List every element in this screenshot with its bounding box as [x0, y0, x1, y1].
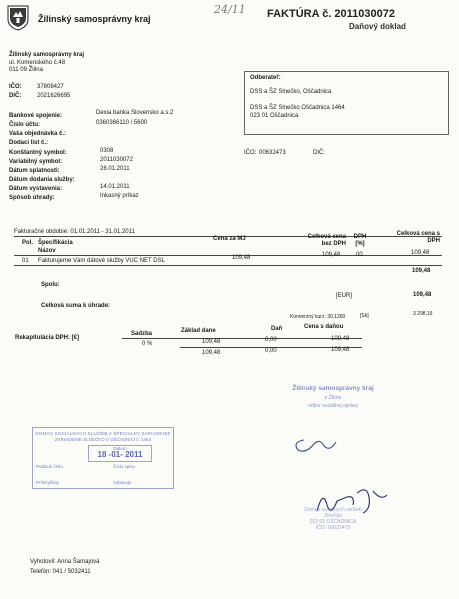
- issued-by: Vyhotovil: Anna Šamajová: [30, 559, 100, 565]
- signature-mark: [290, 430, 340, 461]
- supplier-ico-label: IČO:: [9, 84, 22, 90]
- vat-sum-base: 109,48: [202, 350, 221, 356]
- org-name-header: Žilinský samosprávny kraj: [38, 14, 151, 24]
- supplier-city: 011 09 Žilina: [9, 67, 43, 73]
- issue-label: Dátum vystavenia:: [9, 186, 63, 192]
- var-sym-label: Variabilný symbol:: [9, 159, 63, 165]
- payment-value: Inkasný príkaz: [100, 193, 139, 199]
- coat-of-arms-icon: [7, 5, 29, 31]
- vat-sum-with-tax: 109,48: [331, 347, 350, 353]
- supplier-dic: 2021626695: [37, 93, 71, 99]
- handwritten-number: 24/11: [214, 3, 246, 16]
- due-value: 28.01.2011: [100, 166, 130, 172]
- receipt-stamp: [32, 427, 174, 489]
- row-price: 109,48: [232, 255, 251, 261]
- supply-date-label: Dátum dodania služby:: [9, 177, 75, 183]
- receipt-stamp-line2: ZARIADENIE SLNEČKO V OŠČADNICI č. 1464: [54, 437, 152, 442]
- vat-col-tax: Daň: [271, 326, 283, 332]
- receipt-sign-label: Vybavuje: [113, 480, 132, 485]
- vat-header-rule: [122, 338, 362, 339]
- customer-ico-label: IČO:: [244, 150, 257, 156]
- conversion-rate: Konverzný kurz: 30,1260: [290, 314, 346, 320]
- supplier-dic-label: DIČ:: [9, 93, 22, 99]
- col-total-w-vat: Celková cena s DPH: [396, 231, 440, 244]
- row-total-vat: 109,48: [411, 250, 430, 256]
- payment-label: Spôsob úhrady:: [9, 195, 55, 201]
- col-pol: Pol.: [22, 240, 34, 246]
- receipt-stamp-line1: DOMOV SOCIÁLNYCH SLUŽIEB A ŠPECIÁLNY ZARIADENIE: [35, 431, 171, 436]
- receipt-reg-label: Podacie číslo: [36, 464, 63, 469]
- vat-rate: 0 %: [142, 341, 153, 347]
- customer-dic-label: DIČ:: [313, 150, 325, 156]
- vat-col-rate: Sadzba: [131, 331, 153, 337]
- customer-stamp-line4: IČO: 00632473: [316, 525, 350, 531]
- official-stamp: [268, 385, 398, 409]
- invoice-subtitle: Daňový doklad: [349, 22, 406, 31]
- customer-ico: 00632473: [259, 150, 286, 156]
- table-row-rule: [14, 265, 442, 266]
- col-vat-pct: DPH [%]: [353, 234, 367, 247]
- supplier-street: ul. Komenského č.48: [9, 60, 66, 66]
- receipt-handling-label: Číslo spisu: [113, 464, 136, 469]
- official-stamp-line3: odbor sociálnej správy: [308, 403, 358, 409]
- customer-heading: Odberateľ:: [250, 75, 281, 81]
- receipt-attach-label: Prílohy/listy: [36, 480, 60, 485]
- vat-tax: 0,00: [265, 337, 277, 343]
- sk-label: [Sk]: [360, 313, 369, 319]
- order-label: Vaša objednávka č.:: [9, 131, 67, 137]
- row-vat: 00: [356, 252, 363, 258]
- vat-col-with-tax: Cena s daňou: [304, 324, 344, 330]
- total-sk: 3 298,19: [413, 311, 433, 317]
- billing-period: Fakturačné obdobie: 01.01.2011 - 31.01.2011: [14, 229, 135, 235]
- customer-stamp-line3: 023 01 OŠČADNICA: [309, 519, 357, 525]
- total-eur: 109,48: [413, 292, 432, 298]
- customer-line3: 023 01 Oščadnica: [250, 113, 299, 119]
- customer-box: [244, 71, 449, 135]
- row-pol: 01: [22, 258, 29, 264]
- official-stamp-line1: Žilinský samosprávny kraj: [292, 385, 374, 392]
- const-sym-label: Konštantný symbol:: [9, 150, 67, 156]
- supplier-ico: 37808427: [37, 84, 64, 90]
- to-pay-label: Celková suma k úhrade:: [41, 303, 111, 309]
- issue-value: 14.01.2011: [100, 184, 130, 190]
- account-value: 0360366110 / 5600: [96, 120, 148, 126]
- var-sym-value: 2011030072: [100, 157, 133, 163]
- items-subtotal: 109,48: [412, 268, 431, 274]
- phone: Telefón: 041 / 5032411: [30, 569, 91, 575]
- invoice-title: FAKTÚRA č. 2011030072: [267, 8, 395, 20]
- row-total: 109,48: [322, 252, 341, 258]
- vat-recap-label: Rekapitulácia DPH: [€]: [15, 335, 80, 341]
- spolu-label: Spolu:: [41, 282, 60, 288]
- bank-label: Bankové spojenie:: [9, 113, 63, 119]
- col-price: Cena za MJ: [213, 236, 246, 242]
- col-total-wo-vat: Celková cena bez DPH: [307, 234, 346, 247]
- customer-stamp-line2: Slnečko: [324, 513, 342, 519]
- currency-label: [EUR]: [336, 293, 353, 299]
- table-header-rule: [14, 255, 442, 256]
- official-stamp-line2: v Žiline: [324, 395, 342, 401]
- receipt-date: 18 -01- 2011: [97, 450, 143, 459]
- col-name: Názov: [38, 248, 56, 254]
- const-sym-value: 0308: [100, 148, 114, 154]
- customer-stamp-line1: Domov sociálnych služieb: [304, 507, 362, 513]
- supplier-name: Žilinský samosprávny kraj: [9, 52, 85, 58]
- due-label: Dátum splatnosti:: [9, 168, 60, 174]
- row-desc: Fakturujeme Vám dátové služby VUC NET DSL: [38, 258, 165, 264]
- vat-base: 109,48: [202, 339, 221, 345]
- customer-line1: DSS a ŠZ Slnečko, Oščadnica: [250, 89, 332, 95]
- col-spec: Špecifikácia: [38, 240, 73, 246]
- delivery-label: Dodací list č.:: [9, 140, 49, 146]
- bank-value: Dexia banka Slovensko a.s.2: [96, 110, 174, 116]
- vat-with-tax: 109,48: [331, 336, 350, 342]
- vat-sum-tax: 0,00: [265, 348, 277, 354]
- account-label: Číslo účtu:: [9, 122, 40, 128]
- customer-line2: DSS a ŠZ Slnečko Oščadnica 1464: [250, 105, 345, 111]
- receipt-date-label: Dátum: [113, 446, 127, 451]
- vat-col-base: Základ dane: [181, 328, 216, 334]
- customer-stamp: [288, 507, 378, 531]
